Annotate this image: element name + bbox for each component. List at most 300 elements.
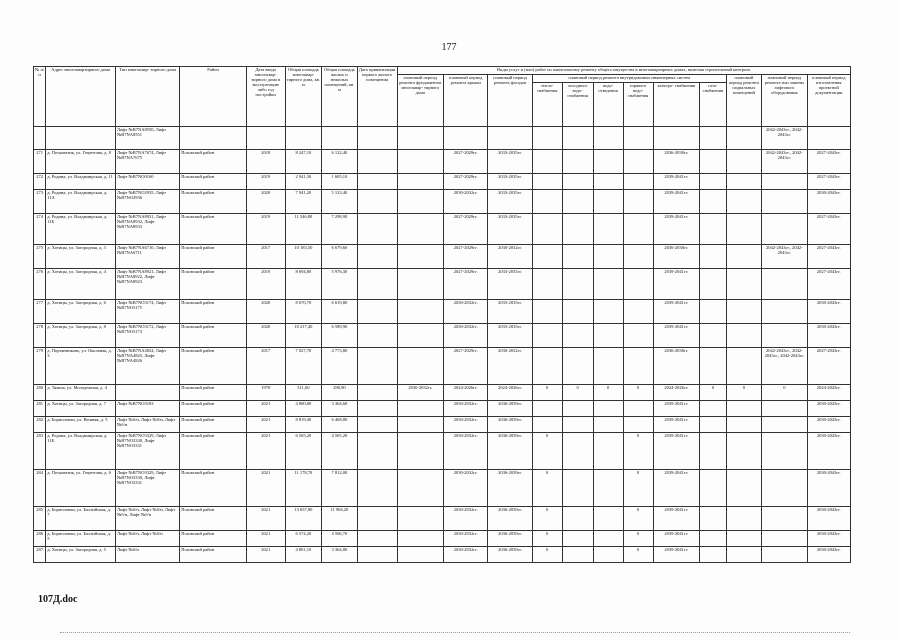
table-cell [180, 127, 247, 150]
table-cell [700, 150, 727, 174]
table-cell [623, 417, 653, 433]
table-cell: 2018 [246, 150, 285, 174]
table-cell [700, 269, 727, 300]
table-cell: 2036-2039гг. [488, 417, 532, 433]
table-cell: 2033-2035гг. [488, 150, 532, 174]
table-cell [593, 127, 623, 150]
table-cell: 6 468,80 [322, 417, 357, 433]
table-cell: 2030-2043гг. [807, 300, 850, 324]
header-subgroup: плановый период ремонта внутридомовых инженерных систем [532, 75, 726, 83]
table-cell: 2021 [246, 470, 285, 507]
table-cell: д. Родина, ул. Владимирская, д. 11Б [46, 433, 116, 470]
table-cell: 2021 [246, 507, 285, 531]
table-cell [762, 531, 807, 547]
table-cell [700, 401, 727, 417]
table-cell: 2030-2043гг. [807, 401, 850, 417]
table-cell [532, 174, 562, 190]
table-cell: Псковский район [180, 245, 247, 269]
table-cell [762, 190, 807, 214]
table-cell [397, 174, 444, 190]
table-cell [562, 269, 593, 300]
table-cell: 2030-2032гг. [444, 531, 488, 547]
table-cell [762, 547, 807, 563]
table-cell: 2030-2043гг. [807, 433, 850, 470]
table-cell [397, 547, 444, 563]
table-cell: 2027-2029гг. [444, 348, 488, 385]
table-cell: 2036-2038гг. [653, 245, 700, 269]
header-cell: плановый период ремонта фундаментов многоквар- тирного дома [397, 75, 444, 127]
table-cell: Лифт №B7NO2935, Лифт №B7NO2936 [116, 190, 180, 214]
table-cell [116, 385, 180, 401]
table-cell: 2030-2032гг. [444, 324, 488, 348]
table-cell: 2024-2043гг. [807, 385, 850, 401]
header-cell: водо- отведения [593, 83, 623, 127]
table-cell [726, 348, 761, 385]
table-cell: Лифт №B7NO3329, Лифт №B7NO3330, Лифт №B7NO3331 [116, 433, 180, 470]
table-cell: 0 [700, 385, 727, 401]
table-cell: Лифт №B7NA8931, Лифт №B7NA8932, Лифт №B7NA8933 [116, 214, 180, 245]
table-cell: 2036-2038гг. [653, 348, 700, 385]
table-cell [397, 507, 444, 531]
table-cell: 279 [34, 348, 46, 385]
table-header [34, 67, 851, 127]
table-cell: 2042-2043гг., 2042-2043гг. [762, 150, 807, 174]
table-cell [562, 245, 593, 269]
table-cell [593, 300, 623, 324]
table-cell: 2 941,30 [285, 174, 322, 190]
table-row [34, 348, 851, 385]
table-cell: 0 [762, 385, 807, 401]
header-cell: Район [180, 67, 247, 127]
table-cell: Лифт №B7NO3329, Лифт №B7NO3330, Лифт №B7NO3331 [116, 470, 180, 507]
table-cell: 283 [34, 433, 46, 470]
table-cell [593, 507, 623, 531]
table-cell: 7 027,70 [285, 348, 322, 385]
table-cell: 2033-2035гг. [488, 174, 532, 190]
table-cell: 2024-2026гг. [488, 385, 532, 401]
table-cell [397, 433, 444, 470]
table-cell [700, 127, 727, 150]
table-cell [357, 547, 397, 563]
table-cell: 281 [34, 401, 46, 417]
table-cell [357, 245, 397, 269]
header-cell: Дата приватизации первого жилого помещения [357, 67, 397, 127]
table-cell: 2030-2032гг. [444, 470, 488, 507]
table-cell [762, 324, 807, 348]
table-cell: 2039-2041гг. [653, 470, 700, 507]
table-cell [700, 470, 727, 507]
table-cell: 284 [34, 470, 46, 507]
table-row [34, 401, 851, 417]
table-cell: 4 773,80 [322, 348, 357, 385]
table-cell: Псковский район [180, 470, 247, 507]
table-cell [357, 190, 397, 214]
table-cell [623, 150, 653, 174]
table-cell [762, 470, 807, 507]
table-cell [593, 214, 623, 245]
table-row [34, 269, 851, 300]
table-cell: 2030-2032гг. [397, 385, 444, 401]
table-cell: 0 [532, 470, 562, 507]
table-cell [357, 531, 397, 547]
table-cell: д. Родина, ул. Владимирская, д. 11 [46, 174, 116, 190]
table-cell: 8 694,80 [285, 269, 322, 300]
table-cell: 2027-2029гг. [444, 174, 488, 190]
table-cell: 2021 [246, 531, 285, 547]
table-cell [593, 433, 623, 470]
table-cell [562, 348, 593, 385]
table-cell [357, 433, 397, 470]
table-cell [562, 214, 593, 245]
table-cell: 2039-2041гг. [653, 214, 700, 245]
table-cell: Лифт №B7NA8550, Лифт №B7NA8551 [116, 127, 180, 150]
table-cell: 2027-2029гг. [444, 214, 488, 245]
table-cell: 2039-2041гг. [653, 401, 700, 417]
table-cell [532, 348, 562, 385]
header-cell: плановый период ремонта фасадов [488, 75, 532, 127]
table-cell: 2033-2035гг. [488, 300, 532, 324]
table-cell [562, 531, 593, 547]
table-cell [532, 300, 562, 324]
header-cell: электро- снабжения [653, 83, 700, 127]
table-cell: 2030-2032гг. [488, 348, 532, 385]
table-cell: д. Борисовичи, ул. Балтийская, д. 7 [46, 507, 116, 531]
header-cell: Адрес многоквартирного дома [46, 67, 116, 127]
table-cell: 2039-2041гг. [653, 190, 700, 214]
table-cell [532, 401, 562, 417]
header-cell: плановый период ремонта или замены лифтового оборудования [762, 75, 807, 127]
table-cell: 290,90 [322, 385, 357, 401]
table-cell: 2021 [246, 417, 285, 433]
table-cell: 4 565,20 [322, 433, 357, 470]
table-cell [397, 245, 444, 269]
table-cell [397, 417, 444, 433]
table-cell: 271 [34, 150, 46, 174]
table-cell [623, 245, 653, 269]
table-cell: д. Родина, ул. Владимирская, д. 11А [46, 190, 116, 214]
table-cell: Лифт №б/н [116, 547, 180, 563]
table-cell: 278 [34, 324, 46, 348]
table-row [34, 470, 851, 507]
table-cell: 2039-2041гг. [653, 300, 700, 324]
table-cell: 2036-2039гг. [488, 433, 532, 470]
table-cell: д. Хотицы, ул. Загородная, д. 3 [46, 245, 116, 269]
table-cell: 2021 [246, 547, 285, 563]
table-cell [532, 324, 562, 348]
table-cell [397, 269, 444, 300]
table-cell [762, 507, 807, 531]
header-cell: № п/п [34, 67, 46, 127]
table-cell: 0 [623, 470, 653, 507]
table-cell: 0 [532, 385, 562, 401]
table-cell: д. Песковатик, ул. Гецентова, д. 6 [46, 470, 116, 507]
table-cell [562, 547, 593, 563]
table-cell: 2021 [246, 401, 285, 417]
table-cell: д. Хотицы, ул. Загородная, д. 8 [46, 324, 116, 348]
table-cell: 10 183,50 [285, 245, 322, 269]
table-cell [357, 127, 397, 150]
table-cell [700, 531, 727, 547]
table-cell: 2030-2032гг. [444, 190, 488, 214]
table-cell: д. Тямша, ул. Молодежная, д. 4 [46, 385, 116, 401]
table-cell: 8 819,40 [285, 417, 322, 433]
table-cell [532, 190, 562, 214]
table-cell: 6 619,80 [322, 300, 357, 324]
table-cell [357, 300, 397, 324]
table-cell: 2036-2039гг. [488, 507, 532, 531]
table-cell: Лифт №B7NA6710, Лифт №B7NA6711 [116, 245, 180, 269]
table-cell [700, 507, 727, 531]
table-cell [562, 300, 593, 324]
table-cell: 2027-2043гг. [807, 245, 850, 269]
table-cell: 0 [532, 547, 562, 563]
table-row [34, 531, 851, 547]
table-cell: 2039-2041гг. [653, 174, 700, 190]
table-cell: 0 [726, 385, 761, 401]
table-cell: 2020 [246, 300, 285, 324]
header-cell: плановый период ремонта крыши [444, 75, 488, 127]
table-cell: 2020 [246, 190, 285, 214]
table-cell [562, 507, 593, 531]
table-cell: 3 364,60 [322, 401, 357, 417]
table-cell [726, 214, 761, 245]
table-cell: 2036-2039гг. [488, 470, 532, 507]
table-cell: 2030-2032гг. [444, 547, 488, 563]
table-cell: 2039-2041гг. [653, 531, 700, 547]
table-cell [246, 127, 285, 150]
table-cell [397, 300, 444, 324]
table-cell [623, 324, 653, 348]
table-cell [532, 269, 562, 300]
table-cell: 0 [623, 507, 653, 531]
table-cell [700, 417, 727, 433]
table-cell [562, 150, 593, 174]
table-cell [726, 547, 761, 563]
table-cell: Псковский район [180, 401, 247, 417]
table-cell: 2030-2032гг. [444, 433, 488, 470]
table-cell [726, 324, 761, 348]
table-row [34, 214, 851, 245]
table-cell: 0 [562, 385, 593, 401]
table-cell: 2039-2041гг. [653, 433, 700, 470]
table-cell: 2027-2043гг. [807, 150, 850, 174]
table-cell [397, 401, 444, 417]
table-cell [562, 433, 593, 470]
table-cell: 0 [532, 507, 562, 531]
table-cell [357, 507, 397, 531]
table-cell: д. Хотицы, ул. Загородная, д. 4 [46, 269, 116, 300]
table-cell: 287 [34, 547, 46, 563]
table-cell [762, 401, 807, 417]
table-cell: 274 [34, 214, 46, 245]
table-cell: Лифт №б/н, Лифт №б/н [116, 531, 180, 547]
table-cell: 2030-2032гг. [444, 507, 488, 531]
table-cell: 2039-2041гг. [653, 547, 700, 563]
table-cell: д. Родина, ул. Владимирская, д. 11Б [46, 214, 116, 245]
table-cell: 2017 [246, 245, 285, 269]
header-cell: плановый период изготовления проектной документации [807, 75, 850, 127]
table-cell: Псковский район [180, 324, 247, 348]
table-cell: 0 [593, 385, 623, 401]
table-cell: 4 801,10 [285, 547, 322, 563]
table-cell [322, 127, 357, 150]
table-cell: д. Хотицы, ул. Загородная, д. 7 [46, 401, 116, 417]
table-cell: 2024-2026гг. [444, 385, 488, 401]
table-cell: 0 [623, 385, 653, 401]
table-cell: Псковский район [180, 150, 247, 174]
table-row [34, 174, 851, 190]
table-cell [357, 401, 397, 417]
table-cell: Лифт №б/н, Лифт №б/н, Лифт №б/н, Лифт №б/н [116, 507, 180, 531]
table-cell [488, 127, 532, 150]
header-cell: Тип многоквар- тирного дома [116, 67, 180, 127]
table-cell: 11 178,70 [285, 470, 322, 507]
table-cell [397, 324, 444, 348]
table-cell [357, 417, 397, 433]
table-cell: 5 976,30 [322, 269, 357, 300]
table-cell: 2020 [246, 324, 285, 348]
table-cell: Псковский район [180, 417, 247, 433]
table-cell [726, 507, 761, 531]
table-cell [532, 214, 562, 245]
table-cell [726, 174, 761, 190]
table-cell [532, 127, 562, 150]
table-cell [726, 127, 761, 150]
table-cell: 11 546,80 [285, 214, 322, 245]
table-cell: 2027-2043гг. [807, 348, 850, 385]
table-cell [397, 127, 444, 150]
table-row [34, 150, 851, 174]
table-cell: 2024-2026гг. [653, 385, 700, 401]
table-cell: 2017 [246, 348, 285, 385]
table-cell: 0 [623, 433, 653, 470]
table-cell: 511,60 [285, 385, 322, 401]
table-cell: Лифт №б/н, Лифт №б/н, Лифт №б/н [116, 417, 180, 433]
table-cell [562, 324, 593, 348]
table-cell [593, 190, 623, 214]
table-cell [532, 417, 562, 433]
table-row [34, 324, 851, 348]
table-cell [562, 127, 593, 150]
table-cell [700, 174, 727, 190]
table-cell: Псковский район [180, 214, 247, 245]
table-cell: 272 [34, 174, 46, 190]
table-cell: 7 812,00 [322, 470, 357, 507]
table-cell [762, 300, 807, 324]
table-cell: 1970 [246, 385, 285, 401]
table-cell [762, 417, 807, 433]
table-cell [532, 245, 562, 269]
table-cell: 3 364,80 [322, 547, 357, 563]
table-cell [397, 190, 444, 214]
table-cell: 2033-2035гг. [488, 214, 532, 245]
table-cell: 7 298,90 [322, 214, 357, 245]
table-cell [623, 214, 653, 245]
table-cell [593, 269, 623, 300]
table-cell [357, 174, 397, 190]
table-cell [653, 127, 700, 150]
table-cell: 2030-2032гг. [444, 401, 488, 417]
table-cell [762, 269, 807, 300]
table-cell [623, 401, 653, 417]
table-cell [726, 150, 761, 174]
table-cell [593, 531, 623, 547]
table-cell: Лифт №B7NA8921, Лифт №B7NA8922, Лифт №B7NA8923 [116, 269, 180, 300]
table-cell [700, 433, 727, 470]
table-cell [726, 401, 761, 417]
header-cell: Общая площадь многоквар- тирного дома, кв. м [285, 67, 322, 127]
table-cell [357, 269, 397, 300]
table-cell: 5 123,40 [322, 190, 357, 214]
table-cell: 6 565,20 [285, 433, 322, 470]
table-cell [562, 401, 593, 417]
table-cell [593, 150, 623, 174]
table-cell [700, 348, 727, 385]
table-cell: 2036-2039гг. [488, 547, 532, 563]
table-cell: 2027-2029гг. [444, 269, 488, 300]
bottom-scan-artifact [60, 632, 850, 635]
table-cell: Лифт №B7NO0160 [116, 174, 180, 190]
table-cell: 275 [34, 245, 46, 269]
table-cell [593, 547, 623, 563]
table-cell: 286 [34, 531, 46, 547]
table-cell [807, 127, 850, 150]
table-cell: д. Борисовичи, ул. Балтийская, д. 5 [46, 531, 116, 547]
table-cell [726, 190, 761, 214]
table-cell: 11 904,20 [322, 507, 357, 531]
table-cell: 2039-2041гг. [653, 417, 700, 433]
table-cell: 273 [34, 190, 46, 214]
table-cell: Лифт №B7NA4824, Лифт №B7NA4825, Лифт №B7NA4826 [116, 348, 180, 385]
table-cell: 2030-2043гг. [807, 190, 850, 214]
table-cell: 2030-2043гг. [807, 324, 850, 348]
table-cell: 8 670,70 [285, 300, 322, 324]
table-cell [700, 300, 727, 324]
table-cell: 276 [34, 269, 46, 300]
table-cell: 2033-2035гг. [488, 190, 532, 214]
table-cell: 2030-2032гг. [488, 245, 532, 269]
table-cell [726, 433, 761, 470]
header-cell: Дата ввода многоквар- тирного дома в эксплуатацию либо год постройки [246, 67, 285, 127]
table-cell: 2030-2043гг. [807, 531, 850, 547]
table-cell [357, 150, 397, 174]
table-cell: Псковский район [180, 507, 247, 531]
table-cell: Псковский район [180, 300, 247, 324]
table-row [34, 245, 851, 269]
table-cell [623, 190, 653, 214]
table-cell: 0 [623, 547, 653, 563]
table-cell: 2039-2041гг. [653, 269, 700, 300]
table-cell: 2027-2029гг. [444, 150, 488, 174]
table-cell: 2036-2039гг. [488, 401, 532, 417]
table-row [34, 127, 851, 150]
table-cell [593, 417, 623, 433]
file-name-footer: 107Д.doc [38, 594, 78, 605]
table-cell [397, 214, 444, 245]
table-cell: Лифт №B7NO3174, Лифт №B7NO3175 [116, 300, 180, 324]
header-cell: тепло- снабжения [532, 83, 562, 127]
header-cell: горячего водо- снабжения [623, 83, 653, 127]
table-cell: д. Песковатик, ул. Гецентова, д. 8 [46, 150, 116, 174]
table-cell [357, 348, 397, 385]
table-cell [726, 417, 761, 433]
table-cell: 2030-2043гг. [807, 417, 850, 433]
table-cell: д. Хотицы, ул. Загородная, д. 6 [46, 300, 116, 324]
table-row [34, 300, 851, 324]
table-cell [726, 245, 761, 269]
table-cell: 2042-2043гг., 2042-2043гг., 2042-2043гг. [762, 348, 807, 385]
table-cell: 0 [532, 433, 562, 470]
